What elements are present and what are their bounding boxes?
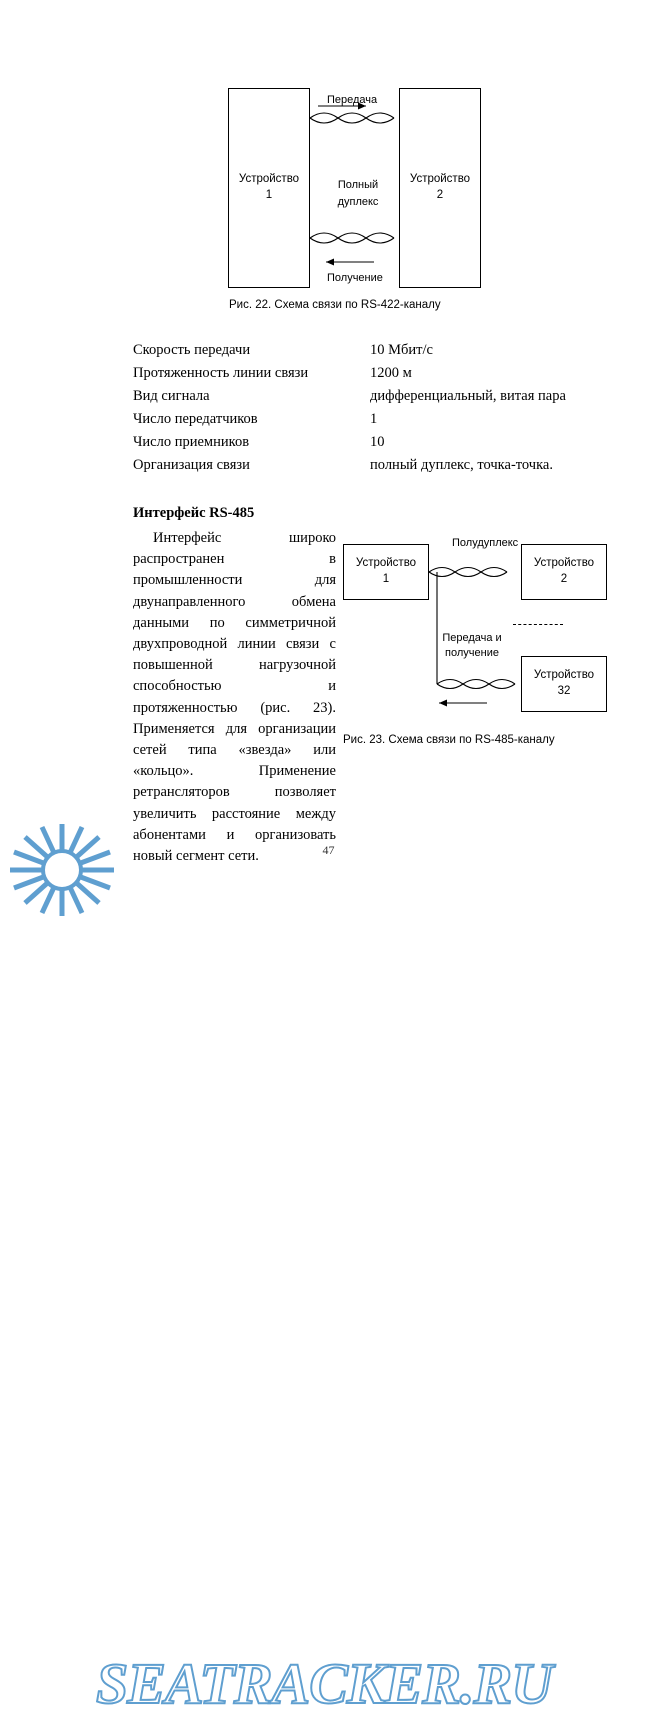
param-value: полный дуплекс, точка-точка. <box>370 457 553 473</box>
param-key: Организация связи <box>133 457 250 473</box>
rs422-parameter-table <box>133 342 613 480</box>
figure-23-device-32-line2: 32 <box>557 685 571 697</box>
figure-23-label-halfduplex: Полудуплекс <box>452 537 519 549</box>
table-row <box>133 434 613 457</box>
figure-23-device-2-line2: 2 <box>560 573 568 585</box>
figure-22-label-receive: Получение <box>327 272 383 284</box>
figure-23-device-32-box <box>521 656 607 712</box>
param-key: Скорость передачи <box>133 342 251 358</box>
figure-22-caption: Рис. 22. Схема связи по RS-422-каналу <box>229 299 441 311</box>
param-value: 1 <box>370 411 378 427</box>
figure-22-device-2-box <box>399 88 481 288</box>
figure-22-device-2-line1: Устройство <box>409 173 471 186</box>
figure-22-label-duplex-line1: Полный <box>337 179 379 191</box>
table-row <box>133 365 613 388</box>
param-value: дифференциальный, витая пара <box>370 388 566 404</box>
figure-23 <box>0 528 657 728</box>
figure-23-device-1-line2: 1 <box>382 573 390 585</box>
table-row <box>133 342 613 365</box>
watermark-text: SEATRACKER.RU <box>96 1651 553 1716</box>
table-row <box>133 411 613 434</box>
param-value: 1200 м <box>370 365 412 381</box>
param-value: 10 Мбит/с <box>370 342 433 358</box>
param-key: Число передатчиков <box>133 411 258 427</box>
figure-22 <box>0 78 657 318</box>
figure-23-label-transmit-receive <box>424 631 520 661</box>
figure-23-device-2-box <box>521 544 607 600</box>
figure-22-device-1-line2: 1 <box>265 189 273 201</box>
figure-22-device-2-line2: 2 <box>436 189 444 201</box>
figure-23-caption: Рис. 23. Схема связи по RS-485-каналу <box>343 734 555 746</box>
figure-22-label-duplex <box>323 177 393 210</box>
figure-23-label-transmit-receive-line2: получение <box>445 646 499 659</box>
param-key: Протяженность линии связи <box>133 365 309 381</box>
param-key: Вид сигнала <box>133 388 210 404</box>
figure-23-device-32-line1: Устройство <box>533 669 595 682</box>
figure-22-device-1-box <box>228 88 310 288</box>
page-number: 47 <box>322 843 335 857</box>
figure-22-device-1-line1: Устройство <box>238 173 300 186</box>
table-row <box>133 388 613 411</box>
param-value: 10 <box>370 434 385 450</box>
figure-22-label-duplex-line2: дуплекс <box>337 195 379 208</box>
figure-22-label-transmit: Передача <box>327 94 378 106</box>
section-title-rs485: Интерфейс RS-485 <box>133 505 255 521</box>
figure-23-device-1-box <box>343 544 429 600</box>
section-body-rs485: Интерфейс широко распространен в промышленности для двунаправленного обмена данными по симметричной двухпроводной линии связи с повышенной нагрузочной способностью и протяженностью (рис. 23). Применяется для организации сетей типа «звезда» или «кольцо». Применение ретрансляторов позволяет увеличить расстояние между абонентами и организовать новый сегмент сети. <box>133 530 336 865</box>
param-key: Число приемников <box>133 434 250 450</box>
figure-23-device-2-line1: Устройство <box>533 557 595 570</box>
figure-23-device-1-line1: Устройство <box>355 557 417 570</box>
figure-23-label-transmit-receive-line1: Передача и <box>442 632 502 644</box>
table-row <box>133 457 613 480</box>
figure-23-ellipsis-divider <box>513 624 563 625</box>
